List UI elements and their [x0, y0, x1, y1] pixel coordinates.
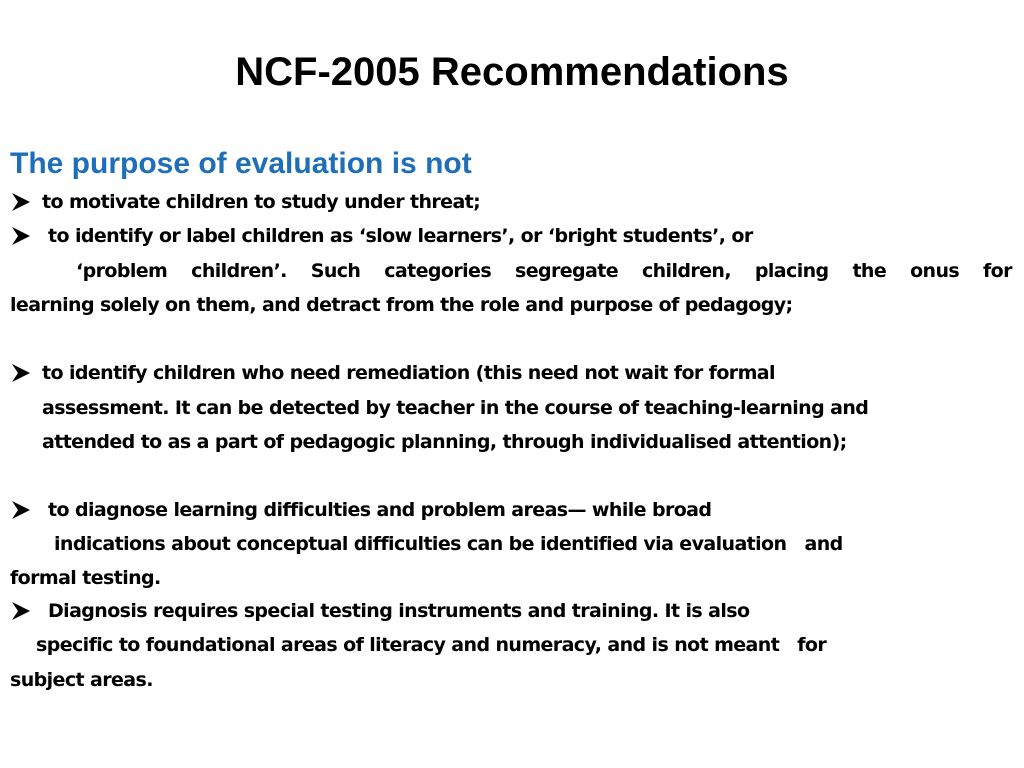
bullet-4-line-2: indications about conceptual difficulties can be identified via evaluation and	[54, 533, 843, 555]
bullet-2-line-3: learning solely on them, and detract from the role and purpose of pedagogy;	[10, 294, 793, 316]
word: ‘problem	[76, 260, 168, 282]
bullet-3-line-1: to identify children who need remediation (this need not wait for formal	[42, 362, 775, 384]
word: the	[852, 260, 887, 282]
word: children’.	[191, 260, 287, 282]
word: for	[983, 260, 1012, 282]
arrowhead-bullet-icon	[10, 499, 32, 521]
bullet-5-line-3: subject areas.	[10, 669, 153, 691]
word: Such	[310, 260, 361, 282]
bullet-2-line-2	[76, 259, 1012, 283]
bullet-4-line-3: formal testing.	[10, 567, 161, 589]
word: onus	[910, 260, 960, 282]
bullet-4-line-1: to diagnose learning difficulties and problem areas— while broad	[48, 499, 712, 521]
arrowhead-bullet-icon	[10, 362, 32, 384]
section-heading: The purpose of evaluation is not	[10, 147, 472, 180]
arrowhead-bullet-icon	[10, 600, 32, 622]
word: segregate	[514, 260, 619, 282]
bullet-3-line-2: assessment. It can be detected by teacher in the course of teaching-learning and	[42, 397, 869, 419]
word: categories	[384, 260, 492, 282]
bullet-5-line-2: specific to foundational areas of literacy and numeracy, and is not meant for	[36, 634, 827, 656]
bullet-3-line-3: attended to as a part of pedagogic planning, through individualised attention);	[42, 431, 847, 453]
arrowhead-bullet-icon	[10, 191, 32, 213]
bullet-1-line-1: to motivate children to study under threat;	[42, 191, 481, 213]
page-title: NCF-2005 Recommendations	[235, 50, 789, 94]
bullet-5-line-1: Diagnosis requires special testing instruments and training. It is also	[48, 600, 750, 622]
bullet-2-line-1: to identify or label children as ‘slow learners’, or ‘bright students’, or	[48, 225, 753, 247]
word: children,	[641, 260, 731, 282]
arrowhead-bullet-icon	[10, 225, 32, 247]
word: placing	[754, 260, 829, 282]
